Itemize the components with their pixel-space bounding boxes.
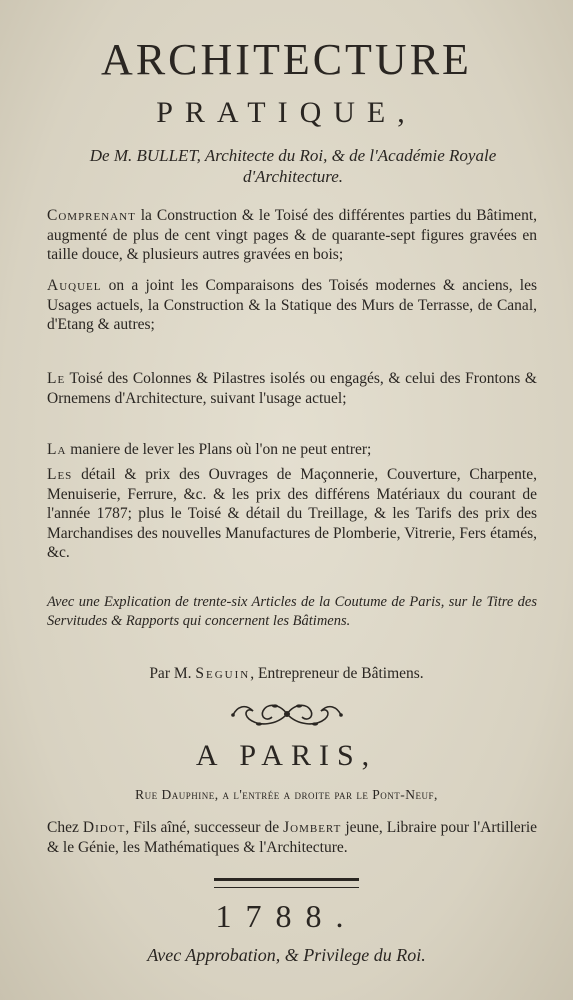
printer-name: Didot <box>82 819 126 836</box>
printer-prefix: Chez <box>47 819 79 836</box>
printer-detail: , Fils aîné, successeur de <box>125 819 280 836</box>
contents-paragraph-6: Avec une Explication de trente-six Articles de la Coutume de Paris, sur le Titre des Servitudes & Rapports qui concernent les Bâtimens. <box>47 594 537 629</box>
successor-name: Jombert <box>283 819 342 836</box>
paragraph-text: on a joint les Comparaisons des Toisés modernes & anciens, les Usages actuels, la Construction & la Statique des Murs de Terrasse, de Canal, d'Etang & autres; <box>47 277 537 333</box>
paragraph-text: maniere de lever les Plans où l'on ne peut entrer; <box>66 441 372 458</box>
book-title: ARCHITECTURE <box>101 35 472 84</box>
book-subtitle: PRATIQUE, <box>156 96 417 129</box>
byline-prefix: Par M. <box>149 665 192 682</box>
paragraph-lead: Les <box>47 466 73 483</box>
contents-paragraph-4 <box>47 440 537 460</box>
imprint-street: Rue Dauphine, a l'entrée a droite par le Pont-Neuf, <box>135 787 438 802</box>
imprint-printer <box>47 818 537 857</box>
imprint-city: A PARIS, <box>195 739 378 772</box>
royal-approval: Avec Approbation, & Privilege du Roi. <box>147 945 426 965</box>
paragraph-lead: La <box>47 441 67 458</box>
byline <box>0 665 573 683</box>
paragraph-text: la Construction & le Toisé des différentes parties du Bâtiment, augmenté de plus de cent vingt pages & de quarante-sept figures gravées en taille douce, & plusieurs autres gravées en bois; <box>47 207 537 263</box>
publication-year: 1788. <box>215 898 358 934</box>
double-rule-divider <box>214 878 359 888</box>
contents-paragraph-5 <box>47 465 537 563</box>
paragraph-text: détail & prix des Ouvrages de Maçonnerie, Couverture, Charpente, Menuiserie, Ferrure, &c. & les prix des différens Matériaux du courant de l'année 1787; plus le Toisé & détail du Treillage, & les Tarifs des prix des Marchandises des nouvelles Manufactures de Plomberie, Vitrerie, Fers étamés, &c. <box>47 466 537 561</box>
printer-trade: jeune, Libraire pour l'Artillerie & le Génie, les Mathématiques & l'Architecture. <box>47 819 538 856</box>
paragraph-text: Toisé des Colonnes & Pilastres isolés ou engagés, & celui des Frontons & Ornemens d'Architecture, suivant l'usage actuel; <box>47 370 537 407</box>
fleuron-ornament-icon <box>229 697 345 731</box>
paragraph-lead: Le <box>47 370 66 387</box>
paragraph-lead: Comprenant <box>47 207 136 224</box>
paragraph-lead: Auquel <box>47 277 102 294</box>
contents-paragraph-2 <box>47 276 537 335</box>
contents-paragraph-3 <box>47 369 537 408</box>
author-line: De M. BULLET, Architecte du Roi, & de l'Académie Royale d'Architecture. <box>89 146 497 186</box>
byline-name: Seguin <box>195 665 251 682</box>
byline-role: , Entrepreneur de Bâtimens. <box>250 665 424 682</box>
contents-paragraph-1 <box>47 206 537 265</box>
